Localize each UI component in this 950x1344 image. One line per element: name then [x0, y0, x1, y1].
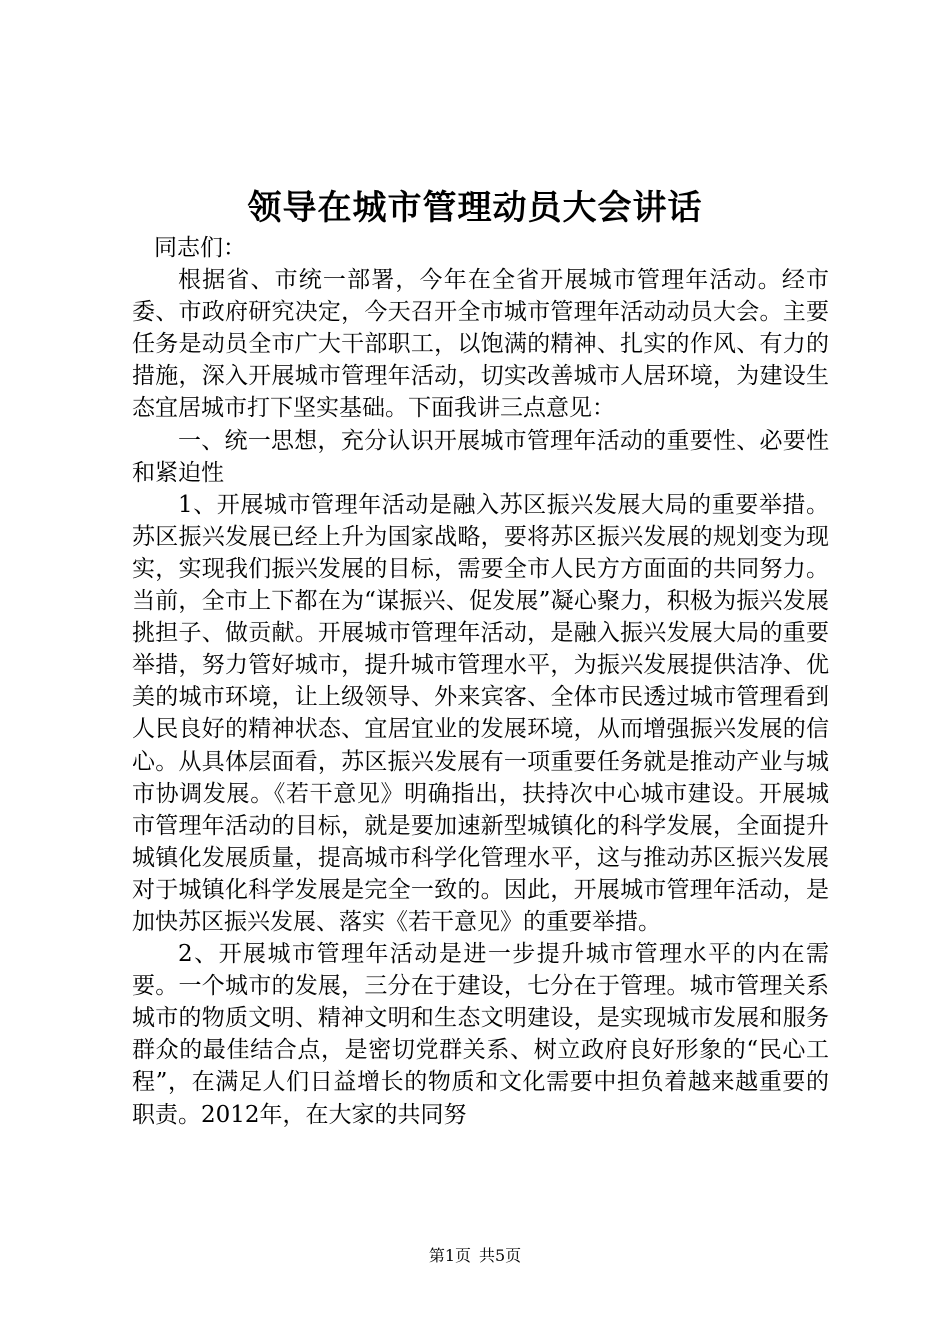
document-body [132, 232, 829, 1131]
paragraph-point-2: 2、开展城市管理年活动是进一步提升城市管理水平的内在需要。一个城市的发展，三分在于建设，七分在于管理。城市管理关系城市的物质文明、精神文明和生态文明建设，是实现城市发展和服务群众的最佳结合点，是密切党群关系、树立政府良好形象的“民心工程”，在满足人们日益增长的物质和文化需要中担负着越来越重要的职责。2012年，在大家的共同努 [132, 941, 829, 1128]
section-heading-1: 一、统一思想，充分认识开展城市管理年活动的重要性、必要性和紧迫性 [132, 427, 829, 486]
paragraph-point-1: 1、开展城市管理年活动是融入苏区振兴发展大局的重要举措。苏区振兴发展已经上升为国家战略，要将苏区振兴发展的规划变为现实，实现我们振兴发展的目标，需要全市人民方方面面的共同努力。当前，全市上下都在为“谋振兴、促发展”凝心聚力，积极为振兴发展挑担子、做贡献。开展城市管理年活动，是融入振兴发展大局的重要举措，努力管好城市，提升城市管理水平，为振兴发展提供洁净、优美的城市环境，让上级领导、外来宾客、全体市民透过城市管理看到人民良好的精神状态、宜居宜业的发展环境，从而增强振兴发展的信心。从具体层面看，苏区振兴发展有一项重要任务就是推动产业与城市协调发展。《若干意见》明确指出，扶持次中心城市建设。开展城市管理年活动的目标，就是要加速新型城镇化的科学发展，全面提升城镇化发展质量，提高城市科学化管理水平，这与推动苏区振兴发展对于城镇化科学发展是完全一致的。因此，开展城市管理年活动，是加快苏区振兴发展、落实《若干意见》的重要举措。 [132, 491, 829, 935]
paragraph-intro: 根据省、市统一部署，今年在全省开展城市管理年活动。经市委、市政府研究决定，今天召开全市城市管理年活动动员大会。主要任务是动员全市广大干部职工，以饱满的精神、扎实的作风、有力的措施，深入开展城市管理年活动，切实改善城市人居环境，为建设生态宜居城市打下坚实基础。下面我讲三点意见： [132, 267, 829, 422]
page-number: 第1页 [428, 1246, 471, 1265]
document-title: 领导在城市管理动员大会讲话 [247, 188, 703, 228]
page-footer [0, 1244, 950, 1268]
page-total: 共5页 [479, 1246, 522, 1265]
salutation: 同志们： [154, 235, 246, 261]
